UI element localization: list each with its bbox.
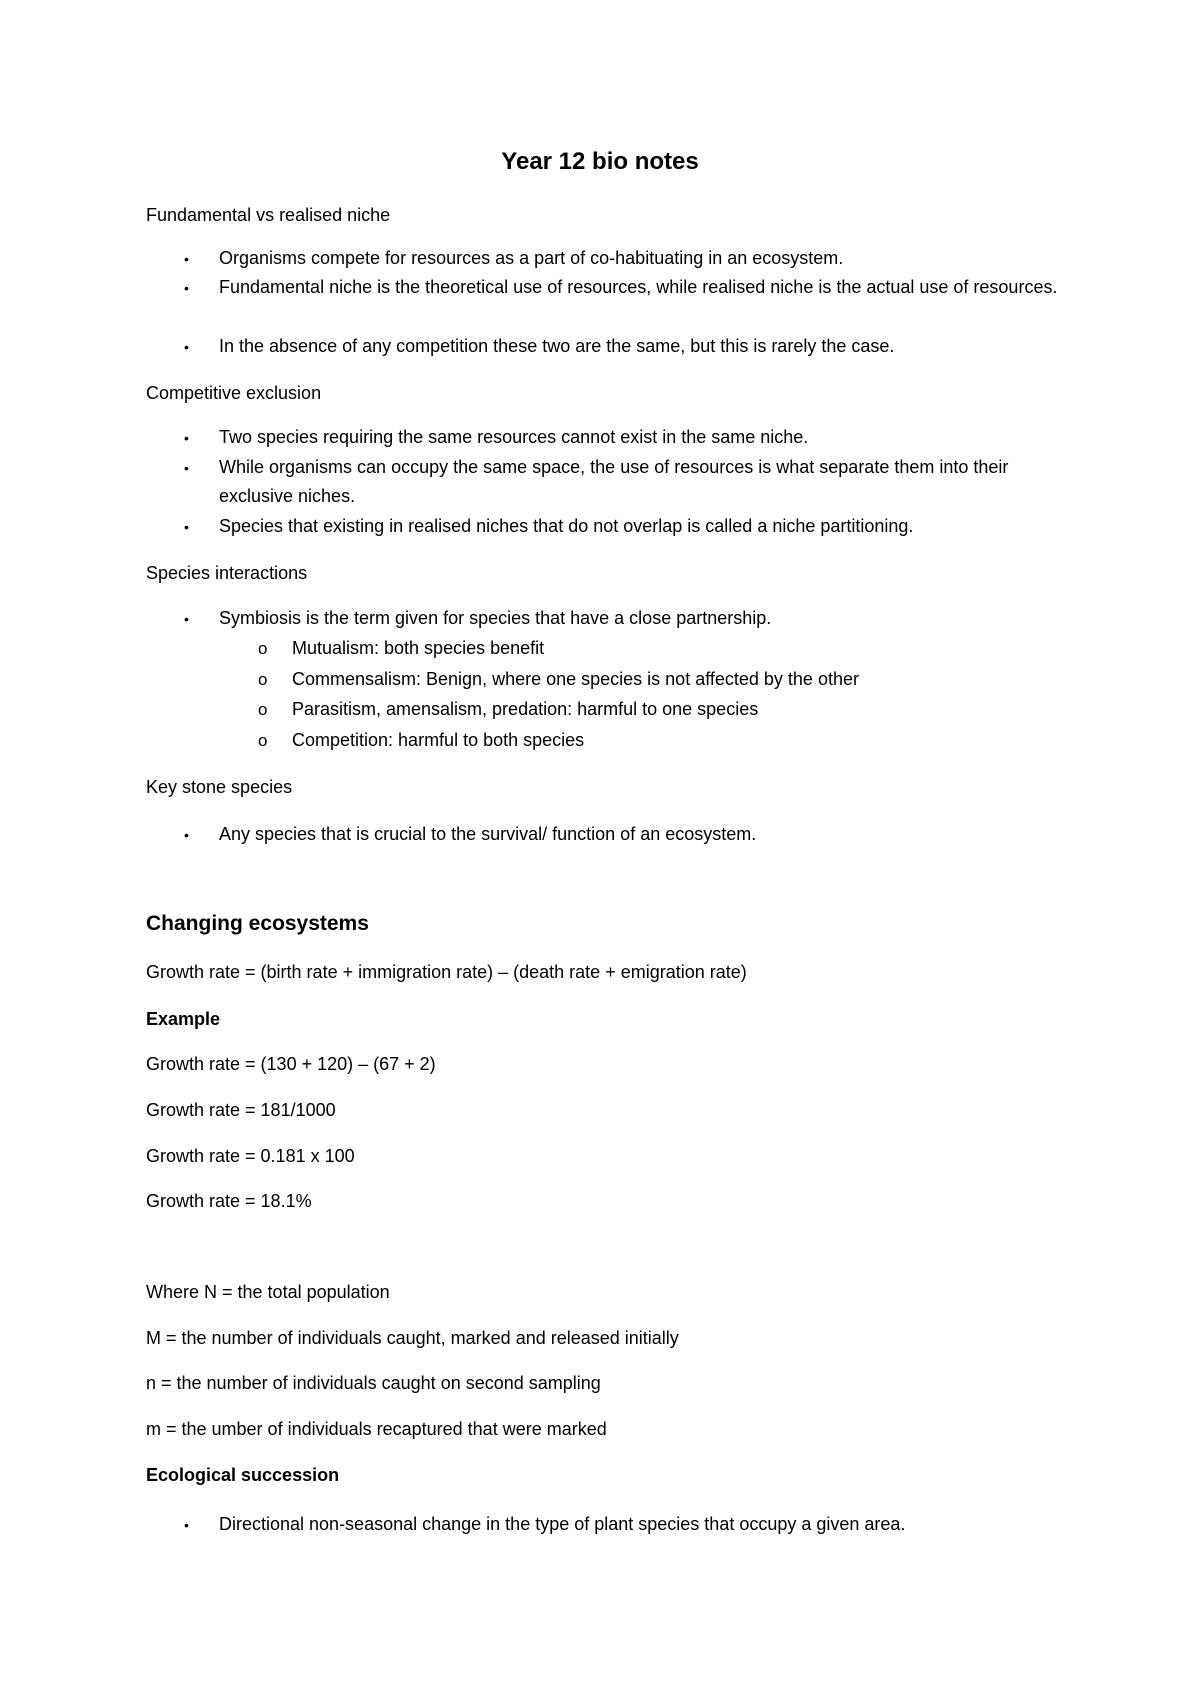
definition-line: m = the umber of individuals recaptured that were marked — [146, 1419, 607, 1439]
section-heading-fundamental-niche: Fundamental vs realised niche — [146, 205, 391, 225]
bullet-icon: • — [184, 430, 189, 446]
sub-list-item: Parasitism, amensalism, predation: harmful to one species — [292, 699, 759, 719]
sub-list-item: Competition: harmful to both species — [292, 730, 585, 750]
definition-line: Where N = the total population — [146, 1282, 390, 1302]
list-item: While organisms can occupy the same space, the use of resources is what separate them into their exclusive niches. — [219, 457, 1009, 506]
list-item: In the absence of any competition these two are the same, but this is rarely the case. — [219, 336, 895, 356]
bullet-icon: • — [184, 460, 189, 476]
bullet-icon: • — [184, 339, 189, 355]
list-item: Organisms compete for resources as a part of co-habituating in an ecosystem. — [219, 248, 844, 268]
bullet-icon: • — [184, 280, 189, 296]
list-item: Symbiosis is the term given for species that have a close partnership. — [219, 608, 772, 628]
section-heading-species-interactions: Species interactions — [146, 563, 308, 583]
bullet-icon: • — [184, 611, 189, 627]
sub-list-item: Commensalism: Benign, where one species is not affected by the other — [292, 669, 859, 689]
bullet-icon: • — [184, 1517, 189, 1533]
sub-list-item: Mutualism: both species benefit — [292, 638, 545, 658]
bullet-icon: • — [184, 251, 189, 267]
sub-bullet-icon: o — [258, 639, 268, 658]
list-item: Two species requiring the same resources cannot exist in the same niche. — [219, 427, 809, 447]
growth-rate-formula: Growth rate = (birth rate + immigration rate) – (death rate + emigration rate) — [146, 962, 747, 982]
bullet-icon: • — [184, 827, 189, 843]
definition-line: M = the number of individuals caught, marked and released initially — [146, 1328, 679, 1348]
definition-line: n = the number of individuals caught on second sampling — [146, 1373, 601, 1393]
list-item: Directional non-seasonal change in the type of plant species that occupy a given area. — [219, 1514, 906, 1534]
example-line: Growth rate = 18.1% — [146, 1191, 312, 1211]
page-title: Year 12 bio notes — [501, 148, 699, 175]
example-line: Growth rate = (130 + 120) – (67 + 2) — [146, 1054, 436, 1074]
example-line: Growth rate = 0.181 x 100 — [146, 1146, 355, 1166]
sub-bullet-icon: o — [258, 731, 268, 750]
example-line: Growth rate = 181/1000 — [146, 1100, 336, 1120]
section-heading-ecological-succession: Ecological succession — [146, 1465, 340, 1485]
section-heading-changing-ecosystems: Changing ecosystems — [146, 912, 369, 935]
example-label: Example — [146, 1009, 221, 1029]
sub-bullet-icon: o — [258, 700, 268, 719]
sub-bullet-icon: o — [258, 670, 268, 689]
list-item: Species that existing in realised niches that do not overlap is called a niche partitioning. — [219, 516, 914, 536]
bullet-icon: • — [184, 519, 189, 535]
list-item: Any species that is crucial to the survival/ function of an ecosystem. — [219, 824, 757, 844]
list-item: Fundamental niche is the theoretical use of resources, while realised niche is the actual use of resources. — [219, 277, 1058, 297]
section-heading-key-stone-species: Key stone species — [146, 777, 293, 797]
section-heading-competitive-exclusion: Competitive exclusion — [146, 383, 322, 403]
